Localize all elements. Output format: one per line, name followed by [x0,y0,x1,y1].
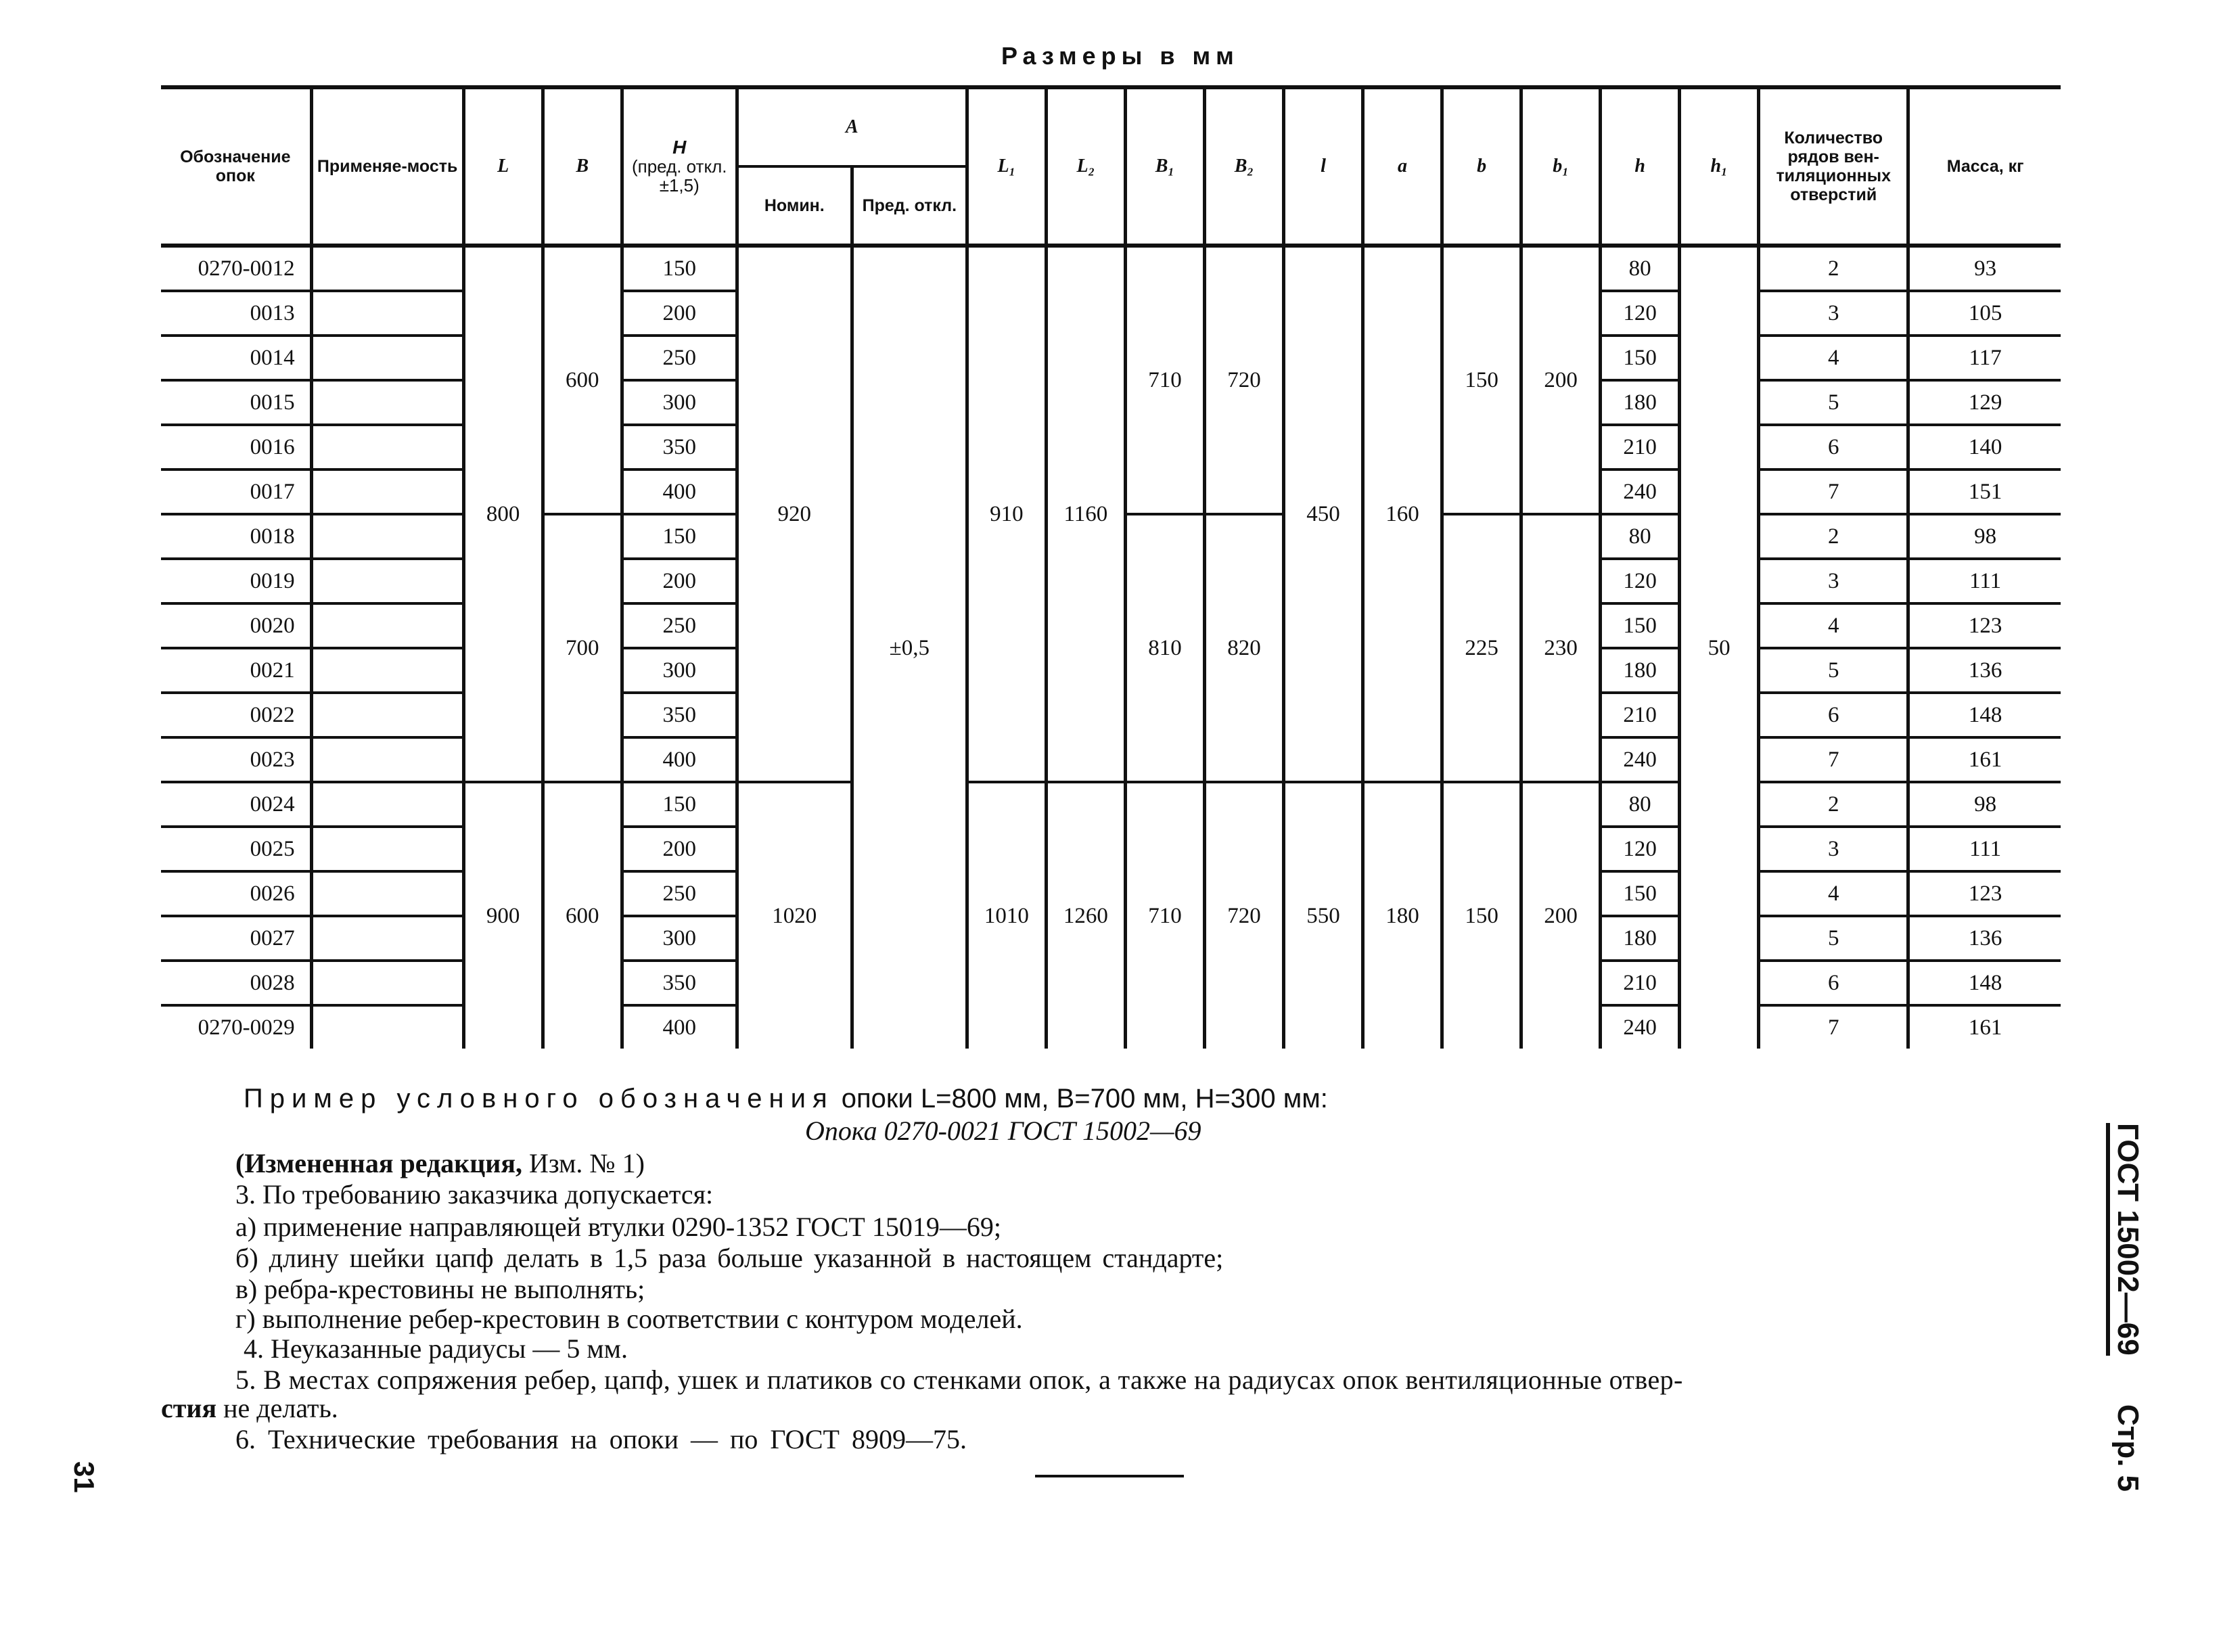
H-cell: 150 [622,514,737,559]
note-6: 6. Технические требования на опоки — по ГОСТ 8909—75. [235,1424,967,1454]
header-H-tolerance: (пред. откл. ±1,5) [631,156,727,196]
header-A: A [737,87,967,166]
vent-rows-cell: 7 [1759,737,1908,782]
mass-cell: 148 [1908,693,2061,737]
note-3b: б) длину шейки цапф делать в 1,5 раза больше указанной в настоящем стандарте; [235,1243,1224,1273]
example-line [244,1084,1328,1114]
vent-rows-cell: 2 [1759,514,1908,559]
note-3c: в) ребра-крестовины не выполнять; [235,1274,645,1304]
l-cell: 550 [1283,782,1362,1049]
mass-cell: 161 [1908,1005,2061,1049]
L1-cell: 910 [967,246,1046,782]
designation-cell: 0020 [161,603,311,648]
applicability-cell [311,469,463,514]
mass-cell: 98 [1908,782,2061,827]
vent-rows-cell: 5 [1759,916,1908,961]
header-L2: L₂ [1046,87,1125,246]
designation-cell: 0023 [161,737,311,782]
H-cell: 200 [622,291,737,336]
h-cell: 120 [1601,291,1680,336]
H-cell: 250 [622,871,737,916]
note-5-line1: 5. В местах сопряжения ребер, цапф, ушек и платиков со стенками опок, а также на радиусах опок вентиляционные отвер- [235,1364,1683,1395]
b-cell: 150 [1442,246,1521,514]
mass-cell: 136 [1908,648,2061,693]
vent-rows-cell: 4 [1759,871,1908,916]
mass-cell: 105 [1908,291,2061,336]
mass-cell: 98 [1908,514,2061,559]
side-page-label: Стр. 5 [2111,1404,2145,1492]
h-cell: 240 [1601,469,1680,514]
H-cell: 250 [622,336,737,380]
vent-rows-cell: 4 [1759,336,1908,380]
revision-note-rest: Изм. № 1) [528,1148,645,1178]
designation-cell: 0017 [161,469,311,514]
example-text: опоки L=800 мм, B=700 мм, H=300 мм: [841,1084,1328,1114]
H-cell: 250 [622,603,737,648]
b1-cell: 200 [1521,246,1601,514]
h-cell: 80 [1601,782,1680,827]
B2-cell: 720 [1204,246,1283,514]
B1-cell: 710 [1125,246,1204,514]
end-rule [1035,1475,1184,1477]
H-cell: 350 [622,961,737,1005]
B2-cell: 820 [1204,514,1283,782]
applicability-cell [311,514,463,559]
designation-cell: 0016 [161,425,311,469]
h-cell: 120 [1601,559,1680,603]
header-b: b [1442,87,1521,246]
note-3a: а) применение направляющей втулки 0290-1352 ГОСТ 15019—69; [235,1212,1001,1242]
vent-rows-cell: 3 [1759,827,1908,871]
side-header [2111,1123,2145,1492]
b-cell: 225 [1442,514,1521,782]
mass-cell: 111 [1908,827,2061,871]
note-5-bold-word: стия [161,1393,217,1423]
h-cell: 240 [1601,1005,1680,1049]
A-deviation-cell: ±0,5 [852,246,967,1049]
mass-cell: 93 [1908,246,2061,291]
header-h1: h₁ [1680,87,1759,246]
designation-cell: 0270-0029 [161,1005,311,1049]
H-cell: 150 [622,782,737,827]
B-cell: 600 [543,246,622,514]
header-h: h [1601,87,1680,246]
vent-rows-cell: 6 [1759,693,1908,737]
B-cell: 700 [543,514,622,782]
header-A-nominal: Номин. [737,166,852,246]
l-cell: 450 [1283,246,1362,782]
applicability-cell [311,559,463,603]
H-cell: 300 [622,380,737,425]
h-cell: 240 [1601,737,1680,782]
applicability-cell [311,648,463,693]
B-cell: 600 [543,782,622,1049]
vent-rows-cell: 4 [1759,603,1908,648]
header-vent-rows: Количество рядов вен-тиляционных отверстий [1759,87,1908,246]
revision-note-bold: (Измененная редакция, [235,1148,522,1178]
H-cell: 350 [622,693,737,737]
designation-cell: 0024 [161,782,311,827]
header-designation: Обозначение опок [161,87,311,246]
table-row [161,782,2061,827]
h1-cell: 50 [1680,246,1759,1049]
H-cell: 150 [622,246,737,291]
header-B1: B₁ [1125,87,1204,246]
designation-cell: 0027 [161,916,311,961]
designation-cell: 0025 [161,827,311,871]
h-cell: 210 [1601,693,1680,737]
H-cell: 400 [622,1005,737,1049]
applicability-cell [311,291,463,336]
header-l: l [1283,87,1362,246]
H-cell: 200 [622,827,737,871]
table-row [161,246,2061,291]
b1-cell: 200 [1521,782,1601,1049]
L-cell: 800 [463,246,543,782]
h-cell: 180 [1601,916,1680,961]
applicability-cell [311,336,463,380]
A-nominal-cell: 920 [737,246,852,782]
mass-cell: 140 [1908,425,2061,469]
applicability-cell [311,693,463,737]
H-cell: 400 [622,737,737,782]
H-cell: 350 [622,425,737,469]
header-applicability: Применяе-мость [311,87,463,246]
header-B2: B₂ [1204,87,1283,246]
designation-cell: 0018 [161,514,311,559]
vent-rows-cell: 7 [1759,469,1908,514]
page-number: 31 [68,1461,100,1493]
H-cell: 200 [622,559,737,603]
header-L: L [463,87,543,246]
dimensions-table [161,85,2061,1049]
applicability-cell [311,871,463,916]
header-a: a [1363,87,1442,246]
mass-cell: 123 [1908,871,2061,916]
h-cell: 150 [1601,336,1680,380]
h-cell: 210 [1601,425,1680,469]
vent-rows-cell: 7 [1759,1005,1908,1049]
vent-rows-cell: 3 [1759,291,1908,336]
vent-rows-cell: 5 [1759,648,1908,693]
h-cell: 120 [1601,827,1680,871]
applicability-cell [311,1005,463,1049]
B2-cell: 720 [1204,782,1283,1049]
h-cell: 80 [1601,246,1680,291]
applicability-cell [311,737,463,782]
vent-rows-cell: 3 [1759,559,1908,603]
h-cell: 150 [1601,871,1680,916]
h-cell: 180 [1601,380,1680,425]
designation-cell: 0028 [161,961,311,1005]
designation-cell: 0019 [161,559,311,603]
applicability-cell [311,827,463,871]
vent-rows-cell: 5 [1759,380,1908,425]
header-B: B [543,87,622,246]
example-designation: Опока 0270-0021 ГОСТ 15002—69 [805,1116,1201,1146]
L2-cell: 1160 [1046,246,1125,782]
mass-cell: 123 [1908,603,2061,648]
side-doc-id: ГОСТ 15002—69 [2106,1123,2145,1356]
L2-cell: 1260 [1046,782,1125,1049]
b-cell: 150 [1442,782,1521,1049]
applicability-cell [311,916,463,961]
note-3d: г) выполнение ребер-крестовин в соответствии с контуром моделей. [235,1304,1023,1334]
mass-cell: 161 [1908,737,2061,782]
H-cell: 400 [622,469,737,514]
header-b1: b₁ [1521,87,1601,246]
designation-cell: 0015 [161,380,311,425]
designation-cell: 0021 [161,648,311,693]
mass-cell: 111 [1908,559,2061,603]
b1-cell: 230 [1521,514,1601,782]
vent-rows-cell: 6 [1759,961,1908,1005]
applicability-cell [311,246,463,291]
a-cell: 160 [1363,246,1442,782]
applicability-cell [311,425,463,469]
vent-rows-cell: 6 [1759,425,1908,469]
header-H-symbol: H [672,137,687,158]
designation-cell: 0013 [161,291,311,336]
header-H [622,87,737,246]
designation-cell: 0270-0012 [161,246,311,291]
applicability-cell [311,782,463,827]
mass-cell: 148 [1908,961,2061,1005]
mass-cell: 151 [1908,469,2061,514]
mass-cell: 136 [1908,916,2061,961]
vent-rows-cell: 2 [1759,246,1908,291]
designation-cell: 0014 [161,336,311,380]
h-cell: 210 [1601,961,1680,1005]
applicability-cell [311,961,463,1005]
H-cell: 300 [622,648,737,693]
L1-cell: 1010 [967,782,1046,1049]
L-cell: 900 [463,782,543,1049]
note-5-rest: не делать. [223,1393,338,1423]
header-L1: L₁ [967,87,1046,246]
note-3: 3. По требованию заказчика допускается: [235,1179,714,1210]
h-cell: 180 [1601,648,1680,693]
applicability-cell [311,603,463,648]
note-4: 4. Неуказанные радиусы — 5 мм. [244,1333,628,1364]
mass-cell: 129 [1908,380,2061,425]
B1-cell: 810 [1125,514,1204,782]
designation-cell: 0022 [161,693,311,737]
H-cell: 300 [622,916,737,961]
designation-cell: 0026 [161,871,311,916]
header-mass: Масса, кг [1908,87,2061,246]
vent-rows-cell: 2 [1759,782,1908,827]
revision-note [235,1147,645,1179]
h-cell: 80 [1601,514,1680,559]
dimensions-caption: Размеры в мм [1001,42,1239,70]
h-cell: 150 [1601,603,1680,648]
example-label: Пример условного обозначения [244,1084,834,1114]
B1-cell: 710 [1125,782,1204,1049]
A-nominal-cell: 1020 [737,782,852,1049]
header-A-deviation: Пред. откл. [852,166,967,246]
mass-cell: 117 [1908,336,2061,380]
applicability-cell [311,380,463,425]
a-cell: 180 [1363,782,1442,1049]
note-5-line2 [161,1392,338,1424]
